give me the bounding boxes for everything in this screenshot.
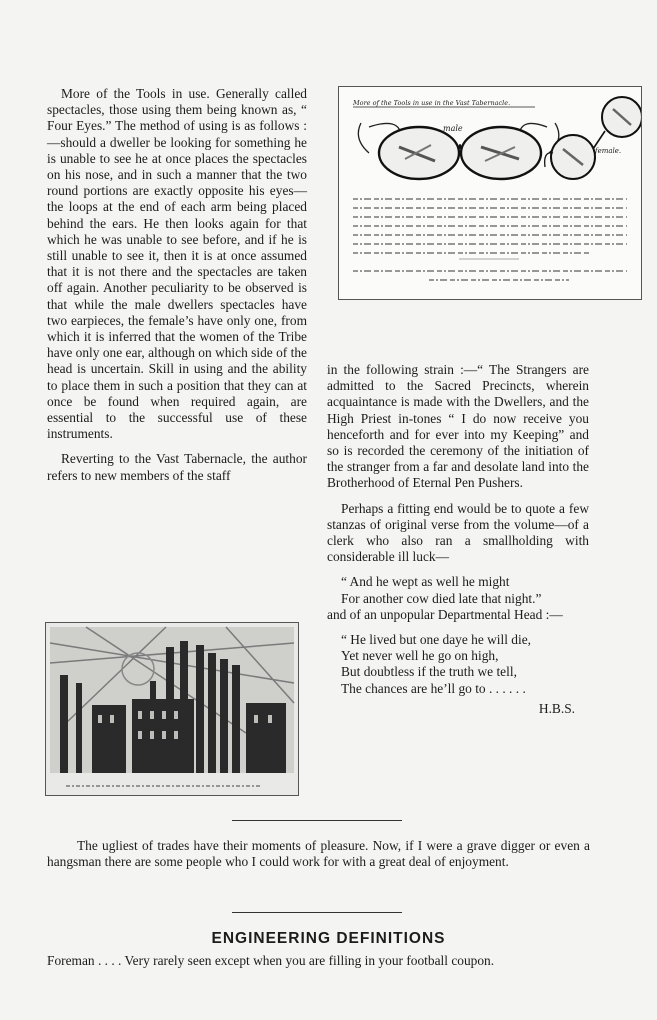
spectacles-sketch [338,86,642,300]
left-column [47,86,307,484]
verse-line: Yet never well he go on high, [341,648,499,664]
engineering-definitions-heading: ENGINEERING DEFINITIONS [211,930,446,947]
trades-paragraph [47,838,590,870]
bridge-text: and of an unpopular Departmental Head :— [327,606,563,622]
section-divider [232,912,402,913]
verse-line: The chances are he’ll go to . . . . . . [341,680,526,696]
verse-line: “ And he wept as well he might [341,574,510,590]
foreman-definition: Foreman . . . . Very rarely seen except when you are filling in your football coupon. [47,953,495,968]
label-female: female. [595,147,622,155]
verse-line: For another cow died late that night.” [341,590,542,606]
right-column [327,362,589,717]
signature: H.B.S. [538,700,575,716]
trades-text: The ugliest of trades have their moments of pleasure. Now, if I were a grave digger or even a hangsman there are some people who I could work for with a great deal of enjoyment. [47,838,590,870]
tabernacle-paragraph: Reverting to the Vast Tabernacle, the author refers to new members of the staff [47,451,307,483]
handwriting-scribble [353,199,627,280]
factory-drawing [46,623,298,795]
verse-one [327,574,589,606]
spectacles-drawing [339,87,641,299]
strangers-paragraph: in the following strain :—“ The Strangers are admitted to the Sacred Precincts, wherein acquaintance is made with the Dwellers, and the High Priest in-tones “ I do now receive you henceforth and for ever into my Keeping” and so is recorded the ceremony of the initiation of the stranger from a far and desolate land into the Brotherhood of Eternal Pen Pushers. [327,362,589,491]
sketch-title: More of the Tools in use in the Vast Tabernacle. [353,99,511,107]
spectacles-paragraph: More of the Tools in use. Generally called spectacles, those using them being known as, “ Four Eyes.” The method of using is as follows :—should a dweller be looking for something he is unable to see he at once places the spectacles on his nose, and in such a manner that the two round portions are exactly opposite his eyes—the loops at the end of each arm being placed behind the ears. He then looks again for that which he was unable to see before, and if he is still unable to see it, then it is at once assumed that it is not there and the spectacles are taken off again. Another peculiarity to be observed is that while the male dwellers spectacles have two earpieces, the female’s have only one, from which it is inferred that the women of the Tribe have only one ear, although on which side of the head is uncertain. Skill in using and the ability to place them in such a position that they can at once be found when required again, are essential to the successful use of these instruments. [47,86,307,442]
verse-two [327,632,589,697]
factory-sketch [45,622,299,796]
section-divider [232,820,402,821]
verse-line: “ He lived but one daye he will die, [341,632,532,648]
verse-intro-paragraph: Perhaps a fitting end would be to quote a few stanzas of original verse from the volume—of a clerk who also ran a smallholding with considerable ill luck— [327,500,589,565]
label-male: male [443,124,463,133]
verse-line: But doubtless if the truth we tell, [341,664,517,680]
